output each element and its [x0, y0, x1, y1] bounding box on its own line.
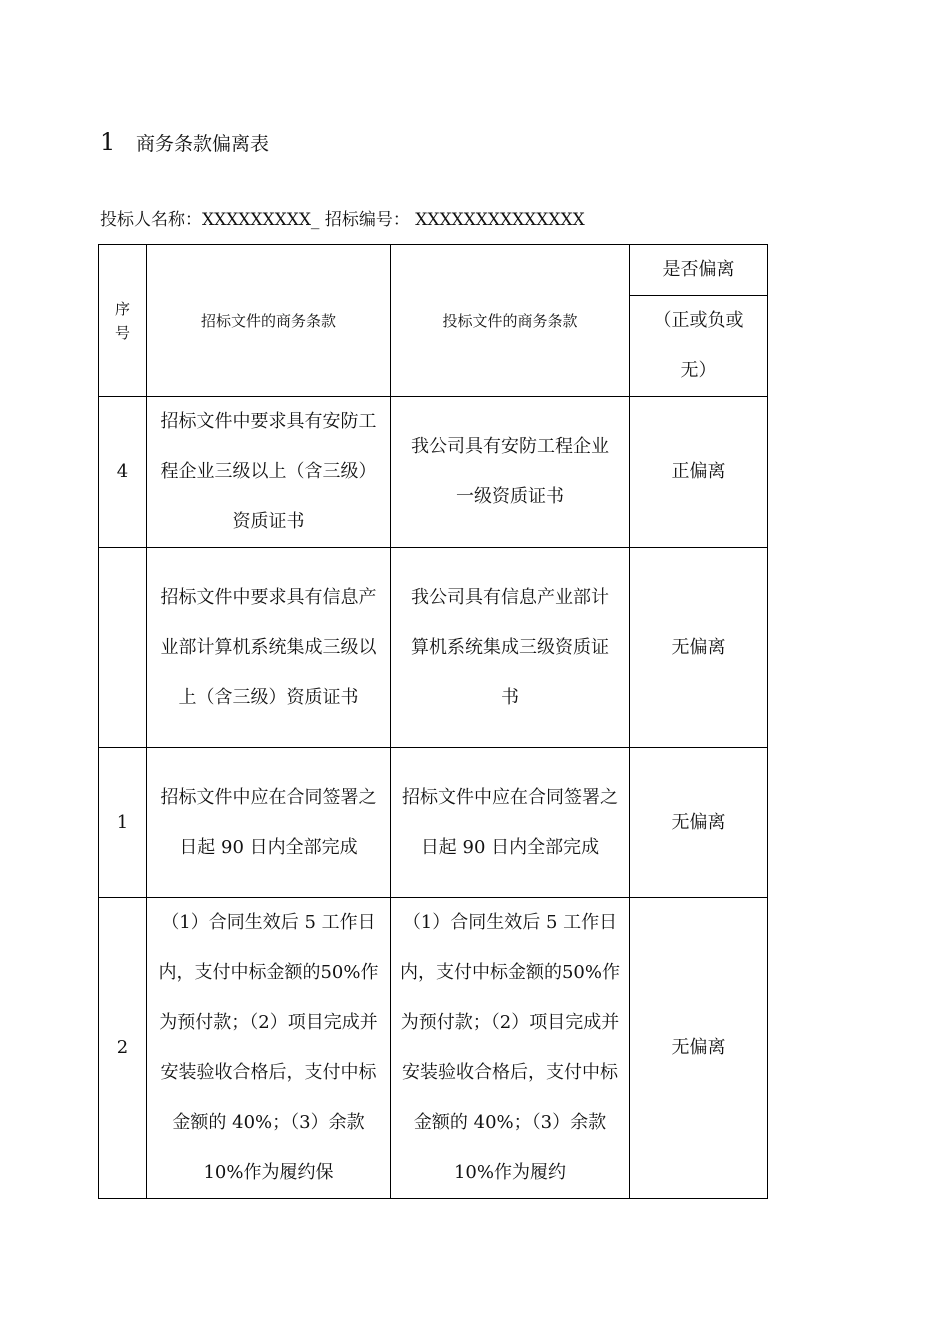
section-heading	[100, 128, 269, 156]
header-row	[99, 245, 768, 296]
tender-number-value: XXXXXXXXXXXXXX	[415, 210, 585, 230]
table-row	[99, 548, 768, 748]
row-bid-term: 招标文件中应在合同签署之日起 90 日内全部完成	[391, 748, 630, 898]
row-tender-term: （1）合同生效后 5 工作日内，支付中标金额的50%作为预付款；（2）项目完成并安装验收合格后，支付中标金额的 40%；（3）余款 10%作为履约保	[147, 898, 391, 1199]
row-tender-term: 招标文件中要求具有信息产业部计算机系统集成三级以上（含三级）资质证书	[147, 548, 391, 748]
section-number: 1	[100, 128, 116, 156]
row-seq: 1	[99, 748, 147, 898]
header-deviation: 是否偏离	[630, 245, 768, 296]
row-seq: 4	[99, 397, 147, 548]
row-deviation: 无偏离	[630, 748, 768, 898]
header-bid-terms: 投标文件的商务条款	[391, 245, 630, 397]
row-bid-term: 我公司具有安防工程企业一级资质证书	[391, 397, 630, 548]
row-seq	[99, 548, 147, 748]
bidder-name-label: 投标人名称：	[100, 210, 202, 230]
header-deviation-note: （正或负或无）	[630, 296, 768, 397]
header-tender-terms: 招标文件的商务条款	[147, 245, 391, 397]
bidder-info-line	[100, 205, 585, 230]
row-tender-term: 招标文件中要求具有安防工程企业三级以上（含三级）资质证书	[147, 397, 391, 548]
row-bid-term: （1）合同生效后 5 工作日内，支付中标金额的50%作为预付款；（2）项目完成并安装验收合格后，支付中标金额的 40%；（3）余款 10%作为履约	[391, 898, 630, 1199]
section-title: 商务条款偏离表	[136, 133, 270, 155]
row-deviation: 正偏离	[630, 397, 768, 548]
row-tender-term: 招标文件中应在合同签署之日起 90 日内全部完成	[147, 748, 391, 898]
row-seq: 2	[99, 898, 147, 1199]
deviation-table	[98, 244, 768, 1199]
table-row	[99, 748, 768, 898]
row-bid-term: 我公司具有信息产业部计算机系统集成三级资质证书	[391, 548, 630, 748]
header-seq: 序号	[99, 245, 147, 397]
table-row	[99, 397, 768, 548]
tender-number-label: 招标编号：	[324, 210, 410, 230]
table-row	[99, 898, 768, 1199]
row-deviation: 无偏离	[630, 548, 768, 748]
bidder-name-value: XXXXXXXXX_	[202, 210, 320, 230]
row-deviation: 无偏离	[630, 898, 768, 1199]
